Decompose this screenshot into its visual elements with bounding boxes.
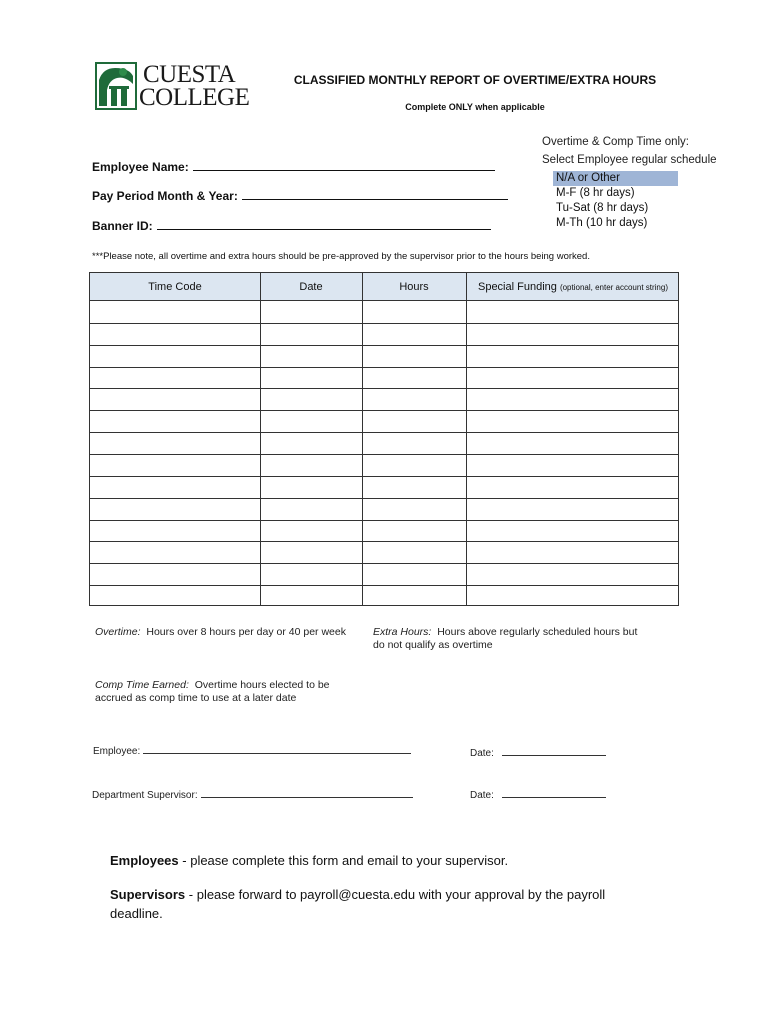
logo-text-cuesta: CUESTA: [143, 61, 236, 88]
employees-term: Employees: [110, 853, 179, 868]
supervisors-text: - please forward to payroll@cuesta.edu with your approval by the payroll deadline.: [110, 887, 606, 921]
supervisor-date-input[interactable]: [502, 789, 606, 798]
employee-name-input[interactable]: [193, 160, 495, 171]
supervisor-signature-input[interactable]: [201, 789, 413, 798]
time-code-cell[interactable]: [90, 476, 260, 498]
schedule-option-m-th[interactable]: M-Th (10 hr days): [556, 217, 648, 229]
pay-period-field: [92, 189, 508, 203]
date-cell[interactable]: [260, 410, 362, 432]
banner-id-label: Banner ID:: [92, 219, 153, 233]
hours-cell[interactable]: [362, 454, 466, 476]
hours-cell[interactable]: [362, 520, 466, 542]
time-code-cell[interactable]: [90, 454, 260, 476]
date-cell[interactable]: [260, 301, 362, 323]
time-code-cell[interactable]: [90, 323, 260, 345]
cuesta-college-logo: [95, 61, 250, 112]
date-cell[interactable]: [260, 388, 362, 410]
hours-cell[interactable]: [362, 388, 466, 410]
header-time-code: Time Code: [148, 281, 202, 293]
special-funding-cell[interactable]: [466, 301, 680, 323]
special-funding-cell[interactable]: [466, 367, 680, 389]
comp-time-term: Comp Time Earned:: [95, 679, 189, 691]
special-funding-cell[interactable]: [466, 432, 680, 454]
time-code-cell[interactable]: [90, 388, 260, 410]
time-code-cell[interactable]: [90, 410, 260, 432]
special-funding-cell[interactable]: [466, 410, 680, 432]
header-hours: Hours: [399, 281, 429, 293]
hours-cell[interactable]: [362, 345, 466, 367]
date-cell[interactable]: [260, 345, 362, 367]
comp-time-text: Overtime hours elected to be accrued as comp time to use at a later date: [95, 679, 330, 704]
special-funding-cell[interactable]: [466, 585, 680, 607]
special-funding-cell[interactable]: [466, 454, 680, 476]
schedule-option-na[interactable]: N/A or Other: [553, 171, 678, 186]
hours-cell[interactable]: [362, 301, 466, 323]
overtime-definition: [95, 626, 350, 639]
schedule-option-tu-sat[interactable]: Tu-Sat (8 hr days): [556, 202, 649, 214]
special-funding-cell[interactable]: [466, 388, 680, 410]
date-cell[interactable]: [260, 367, 362, 389]
hours-cell[interactable]: [362, 476, 466, 498]
header-special-funding-label: Special Funding: [477, 281, 557, 293]
date-cell[interactable]: [260, 476, 362, 498]
schedule-label-line1: Overtime & Comp Time only:: [542, 136, 689, 148]
time-code-cell[interactable]: [90, 498, 260, 520]
extra-hours-text: Hours above regularly scheduled hours but do not qualify as overtime: [373, 626, 638, 651]
special-funding-cell[interactable]: [466, 476, 680, 498]
time-code-cell[interactable]: [90, 563, 260, 585]
schedule-label-line2: Select Employee regular schedule: [542, 154, 717, 166]
hours-cell[interactable]: [362, 563, 466, 585]
supervisor-date-label: Date:: [470, 790, 494, 801]
employee-name-label: Employee Name:: [92, 160, 189, 174]
time-code-cell[interactable]: [90, 367, 260, 389]
supervisor-date: [470, 789, 606, 801]
pay-period-label: Pay Period Month & Year:: [92, 189, 238, 203]
employee-date-input[interactable]: [502, 747, 606, 756]
date-cell[interactable]: [260, 563, 362, 585]
special-funding-cell[interactable]: [466, 520, 680, 542]
date-cell[interactable]: [260, 432, 362, 454]
hours-cell[interactable]: [362, 585, 466, 607]
header-special-funding: [466, 273, 680, 301]
supervisors-term: Supervisors: [110, 887, 186, 902]
college-seal-icon: [95, 62, 137, 110]
supervisor-signature-label: Department Supervisor:: [92, 790, 198, 801]
special-funding-cell[interactable]: [466, 345, 680, 367]
hours-cell[interactable]: [362, 541, 466, 563]
time-code-cell[interactable]: [90, 541, 260, 563]
date-cell[interactable]: [260, 454, 362, 476]
special-funding-cell[interactable]: [466, 323, 680, 345]
banner-id-field: [92, 219, 491, 233]
date-cell[interactable]: [260, 541, 362, 563]
employee-name-field: [92, 160, 495, 174]
preapproval-note: ***Please note, all overtime and extra hours should be pre-approved by the supervisor prior to the hours being worked.: [92, 251, 590, 262]
date-cell[interactable]: [260, 498, 362, 520]
hours-cell[interactable]: [362, 323, 466, 345]
employee-date-label: Date:: [470, 748, 494, 759]
supervisor-signature: [92, 789, 413, 801]
time-code-cell[interactable]: [90, 432, 260, 454]
schedule-label: [542, 133, 717, 169]
date-cell[interactable]: [260, 585, 362, 607]
special-funding-cell[interactable]: [466, 563, 680, 585]
time-code-cell[interactable]: [90, 301, 260, 323]
overtime-term: Overtime:: [95, 626, 141, 638]
hours-cell[interactable]: [362, 367, 466, 389]
date-cell[interactable]: [260, 520, 362, 542]
special-funding-cell[interactable]: [466, 498, 680, 520]
schedule-option-m-f[interactable]: M-F (8 hr days): [556, 187, 635, 199]
employee-signature-label: Employee:: [93, 746, 141, 757]
form-subtitle: Complete ONLY when applicable: [405, 102, 545, 112]
pay-period-input[interactable]: [242, 189, 508, 200]
hours-cell[interactable]: [362, 410, 466, 432]
special-funding-cell[interactable]: [466, 541, 680, 563]
time-code-cell[interactable]: [90, 585, 260, 607]
hours-cell[interactable]: [362, 432, 466, 454]
extra-hours-term: Extra Hours:: [373, 626, 432, 638]
overtime-text: Hours over 8 hours per day or 40 per week: [146, 626, 346, 638]
logo-text-college: COLLEGE: [139, 84, 250, 111]
hours-table: [89, 272, 679, 606]
banner-id-input[interactable]: [157, 219, 491, 230]
date-cell[interactable]: [260, 323, 362, 345]
employees-instruction: [110, 851, 650, 870]
header-date: Date: [299, 281, 323, 293]
employee-date: [470, 747, 606, 759]
employee-signature: [93, 745, 411, 757]
schedule-listbox[interactable]: [553, 171, 678, 231]
employees-text: - please complete this form and email to your supervisor.: [178, 853, 509, 868]
employee-signature-input[interactable]: [143, 745, 411, 754]
comp-time-definition: [95, 679, 360, 705]
hours-cell[interactable]: [362, 498, 466, 520]
supervisors-instruction: [110, 885, 645, 923]
extra-hours-definition: [373, 626, 648, 652]
time-code-cell[interactable]: [90, 345, 260, 367]
time-code-cell[interactable]: [90, 520, 260, 542]
form-title: CLASSIFIED MONTHLY REPORT OF OVERTIME/EXTRA HOURS: [293, 73, 657, 87]
header-special-funding-hint: (optional, enter account string): [559, 283, 668, 292]
